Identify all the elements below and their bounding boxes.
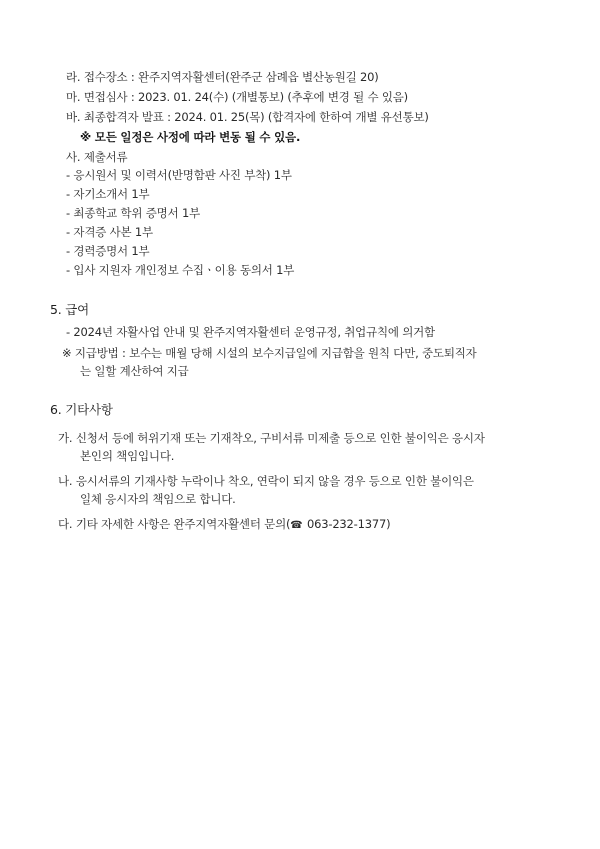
item-sa-documents: 사. 제출서류	[66, 150, 128, 164]
doc-list-item: - 자기소개서 1부	[66, 187, 150, 201]
item-ma-interview: 마. 면접심사 : 2023. 01. 24(수) (개별통보) (추후에 변경 될 수 있음)	[66, 90, 408, 104]
section5-title: 5. 급여	[50, 302, 90, 317]
schedule-note: ※ 모든 일정은 사정에 따라 변동 될 수 있음.	[80, 130, 301, 144]
payment-method-note-cont: 는 일할 계산하여 지급	[80, 364, 189, 378]
doc-list-item: - 자격증 사본 1부	[66, 225, 153, 239]
doc-list-item: - 경력증명서 1부	[66, 244, 150, 258]
phone-icon: ☎	[290, 520, 303, 531]
item-ra-location: 라. 접수장소 : 완주지역자활센터(완주군 삼례읍 별산농원길 20)	[66, 70, 379, 84]
payment-method-note: ※ 지급방법 : 보수는 매월 당해 시설의 보수지급일에 지급함을 원칙 다만, 중도퇴직자	[62, 346, 477, 360]
section6-title: 6. 기타사항	[50, 402, 113, 417]
item-da-contact	[58, 516, 390, 534]
salary-basis: - 2024년 자활사업 안내 및 완주지역자활센터 운영규정, 취업규칙에 의거함	[66, 325, 435, 339]
item-ga-false-info: 가. 신청서 등에 허위기재 또는 기재착오, 구비서류 미제출 등으로 인한 불이익은 응시자	[58, 431, 485, 445]
item-ba-announcement: 바. 최종합격자 발표 : 2024. 01. 25(목) (합격자에 한하여 개별 유선통보)	[66, 110, 429, 124]
contact-text: 다. 기타 자세한 사항은 완주지역자활센터 문의(	[58, 517, 291, 531]
item-ga-cont: 본인의 책임입니다.	[80, 449, 175, 463]
doc-list-item: - 최종학교 학위 증명서 1부	[66, 206, 200, 220]
item-na-omission: 나. 응시서류의 기재사항 누락이나 착오, 연락이 되지 않을 경우 등으로 인한 불이익은	[58, 474, 474, 488]
doc-list-item: - 입사 지원자 개인정보 수집ㆍ이용 동의서 1부	[66, 263, 295, 277]
contact-phone-number: 063-232-1377)	[303, 517, 391, 531]
item-na-cont: 일체 응시자의 책임으로 합니다.	[80, 492, 236, 506]
doc-list-item: - 응시원서 및 이력서(반명함판 사진 부착) 1부	[66, 168, 292, 182]
